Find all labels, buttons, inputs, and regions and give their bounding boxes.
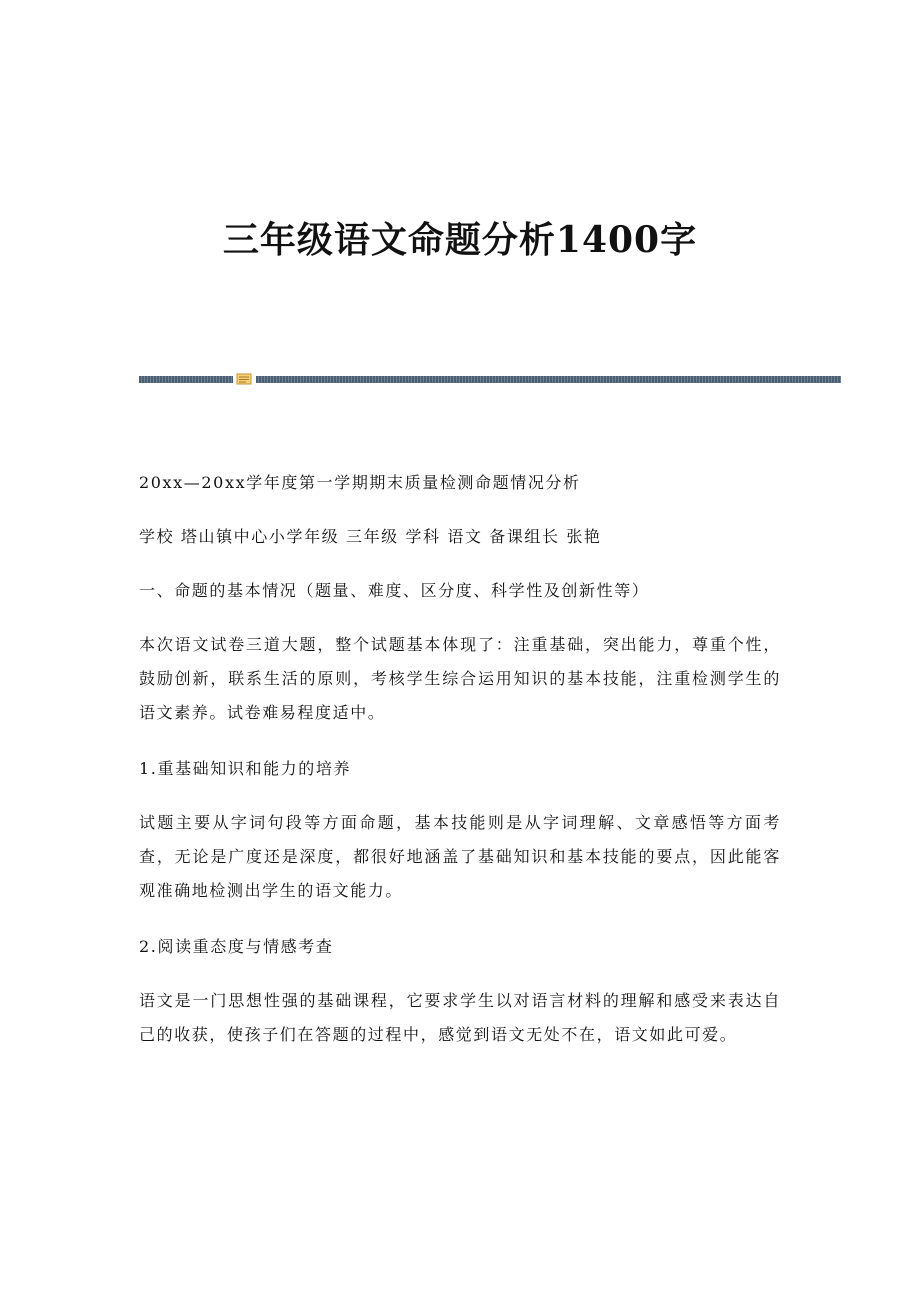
paragraph-overview: 本次语文试卷三道大题，整个试题基本体现了：注重基础，突出能力，尊重个性，鼓励创新，联系生活的原则，考核学生综合运用知识的基本技能，注重检测学生的语文素养。试卷难易程度适中。	[139, 635, 781, 722]
subheading-2: 2.阅读重态度与情感考查	[139, 937, 334, 956]
document-body	[139, 466, 781, 1074]
title-divider	[139, 373, 841, 385]
paragraph-basics: 试题主要从字词句段等方面命题，基本技能则是从字词理解、文章感悟等方面考查，无论是广度还是深度，都很好地涵盖了基础知识和基本技能的要点，因此能客观准确地检测出学生的语文能力。	[139, 813, 781, 900]
divider-ornament-icon	[236, 373, 252, 385]
subheading-1: 1.重基础知识和能力的培养	[139, 759, 352, 778]
divider-bar-right	[256, 376, 841, 383]
section-heading-1: 一、命题的基本情况（题量、难度、区分度、科学性及创新性等）	[139, 581, 650, 600]
paragraph-exam-heading: 20xx—20xx学年度第一学期期末质量检测命题情况分析	[139, 473, 581, 492]
paragraph-school-info: 学校 塔山镇中心小学年级 三年级 学科 语文 备课组长 张艳	[139, 527, 602, 546]
divider-bar-left	[139, 376, 233, 383]
paragraph-reading: 语文是一门思想性强的基础课程，它要求学生以对语言材料的理解和感受来表达自己的收获，使孩子们在答题的过程中，感觉到语文无处不在，语文如此可爱。	[139, 991, 781, 1044]
page-title: 三年级语文命题分析1400字	[222, 219, 698, 261]
